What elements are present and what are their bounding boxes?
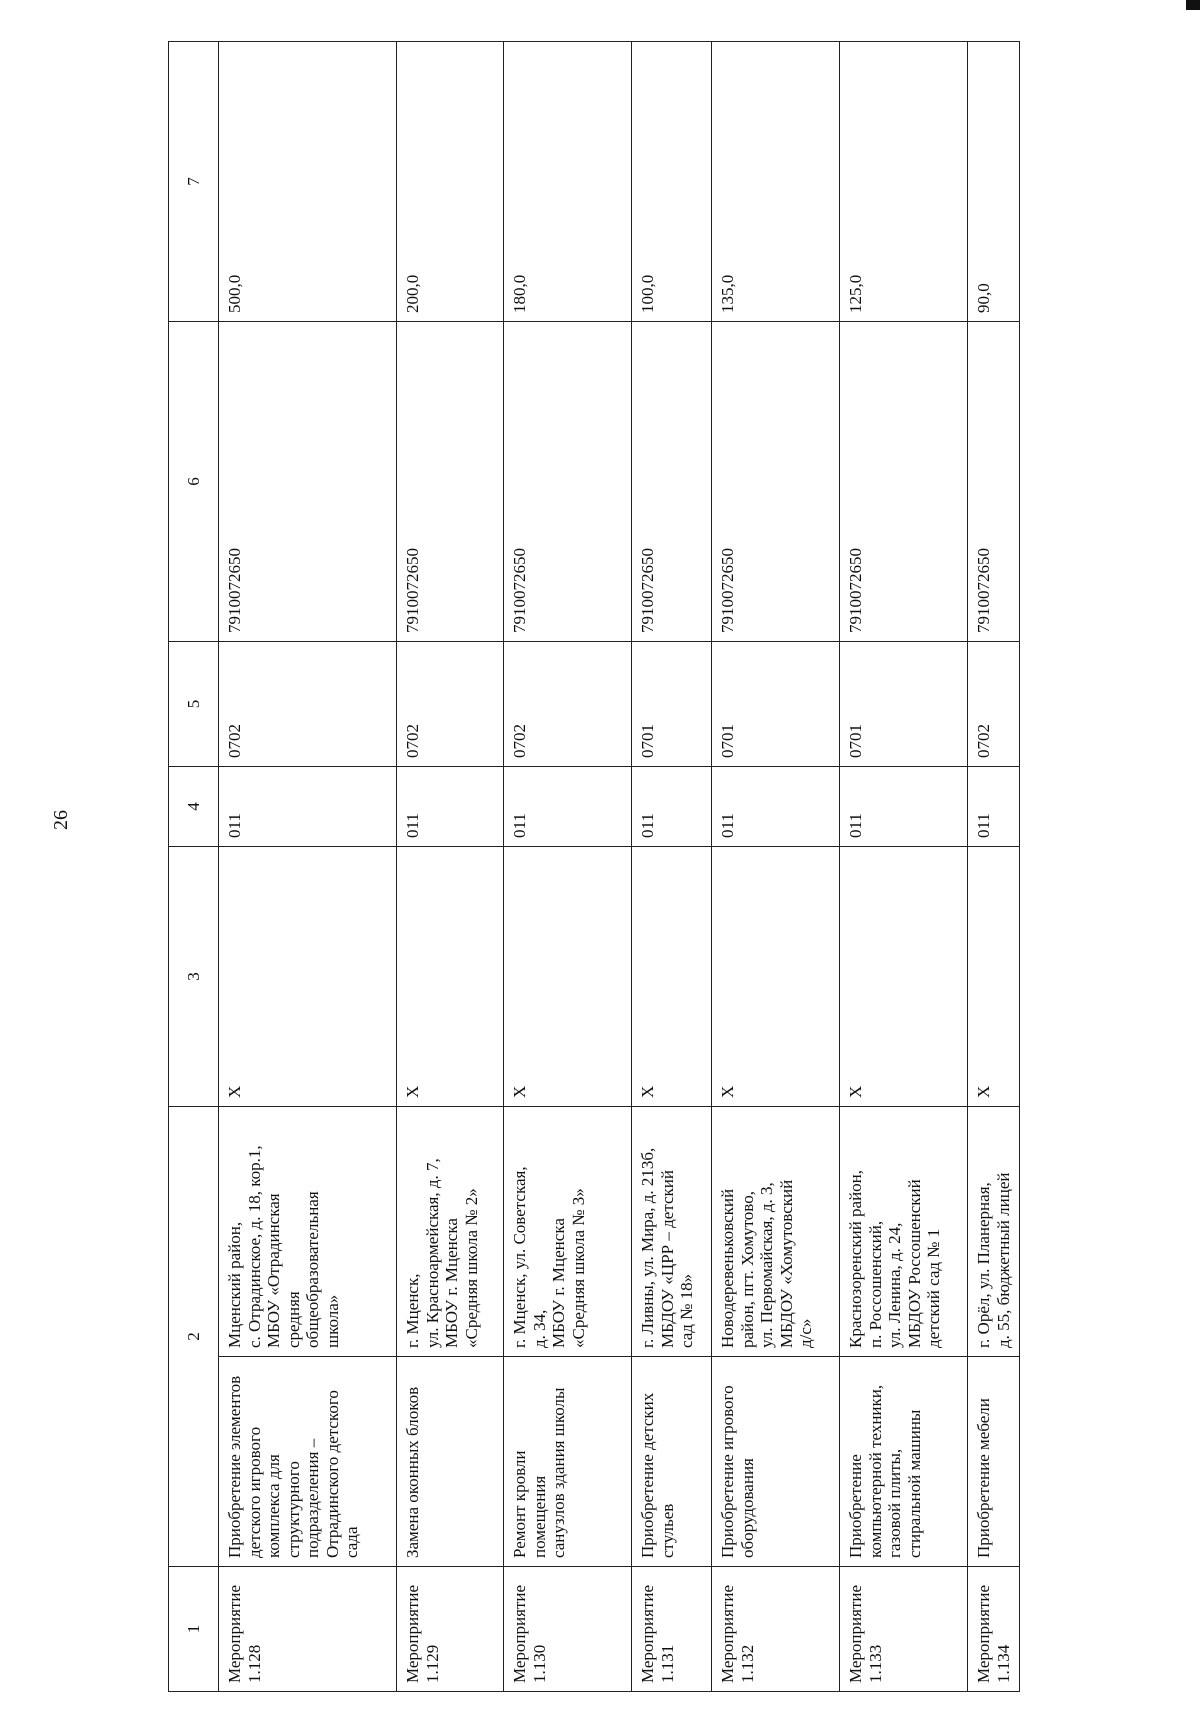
page-number: 26 xyxy=(50,810,72,830)
amount: 100,0 xyxy=(632,42,712,322)
section-code: 0701 xyxy=(712,642,840,767)
amount: 500,0 xyxy=(219,42,397,322)
code-011: 011 xyxy=(840,767,968,847)
table-row xyxy=(840,42,968,1692)
code-011: 011 xyxy=(632,767,712,847)
code-011: 011 xyxy=(504,767,632,847)
amount: 135,0 xyxy=(712,42,840,322)
event-description: Приобретение мебели xyxy=(968,1357,1020,1567)
event-id: Мероприятие 1.128 xyxy=(219,1567,397,1692)
event-description: Приобретение детских стульев xyxy=(632,1357,712,1567)
budget-table xyxy=(168,41,1020,1692)
table-header-row xyxy=(169,42,219,1692)
header-col-2: 2 xyxy=(169,1107,219,1567)
table-row xyxy=(504,42,632,1692)
header-col-4: 4 xyxy=(169,767,219,847)
code-011: 011 xyxy=(219,767,397,847)
event-description: Приобретение компьютерной техники, газовой плиты, стиральной машины xyxy=(840,1357,968,1567)
target-code: 7910072650 xyxy=(632,322,712,642)
event-description: Приобретение игрового оборудования xyxy=(712,1357,840,1567)
x-mark: Х xyxy=(840,847,968,1107)
amount: 125,0 xyxy=(840,42,968,322)
code-011: 011 xyxy=(712,767,840,847)
scan-corner-mark xyxy=(1186,0,1200,10)
event-address: г. Ливны, ул. Мира, д. 213б, МБДОУ «ЦРР – детский сад № 18» xyxy=(632,1107,712,1357)
table-row xyxy=(712,42,840,1692)
target-code: 7910072650 xyxy=(840,322,968,642)
section-code: 0701 xyxy=(840,642,968,767)
event-id: Мероприятие 1.130 xyxy=(504,1567,632,1692)
event-id: Мероприятие 1.132 xyxy=(712,1567,840,1692)
event-address: г. Мценск, ул. Красноармейская, д. 7, МБОУ г. Мценска «Средняя школа № 2» xyxy=(397,1107,504,1357)
target-code: 7910072650 xyxy=(712,322,840,642)
event-id: Мероприятие 1.129 xyxy=(397,1567,504,1692)
event-address: г. Орёл, ул. Планерная, д. 55, бюджетный лицей xyxy=(968,1107,1020,1357)
x-mark: Х xyxy=(504,847,632,1107)
x-mark: Х xyxy=(632,847,712,1107)
table-row xyxy=(219,42,397,1692)
event-address: Краснозоренский район, п. Россошенский, ул. Ленина, д. 24, МБДОУ Россошенский детский сад № 1 xyxy=(840,1107,968,1357)
event-description: Ремонт кровли помещения санузлов здания школы xyxy=(504,1357,632,1567)
header-col-5: 5 xyxy=(169,642,219,767)
header-col-3: 3 xyxy=(169,847,219,1107)
section-code: 0702 xyxy=(968,642,1020,767)
target-code: 7910072650 xyxy=(397,322,504,642)
amount: 90,0 xyxy=(968,42,1020,322)
section-code: 0702 xyxy=(504,642,632,767)
header-col-7: 7 xyxy=(169,42,219,322)
rotated-table-wrapper xyxy=(168,42,1013,1692)
header-col-6: 6 xyxy=(169,322,219,642)
amount: 200,0 xyxy=(397,42,504,322)
x-mark: Х xyxy=(712,847,840,1107)
event-description: Замена оконных блоков xyxy=(397,1357,504,1567)
table-row xyxy=(397,42,504,1692)
x-mark: Х xyxy=(397,847,504,1107)
x-mark: Х xyxy=(219,847,397,1107)
target-code: 7910072650 xyxy=(968,322,1020,642)
target-code: 7910072650 xyxy=(219,322,397,642)
code-011: 011 xyxy=(968,767,1020,847)
table-row xyxy=(968,42,1020,1692)
section-code: 0702 xyxy=(397,642,504,767)
event-description: Приобретение элементов детского игрового комплекса для структурного подразделения – Отрадинского детского сада xyxy=(219,1357,397,1567)
event-address: Мценский район, с. Отрадинское, д. 18, кор.1, МБОУ «Отрадинская средняя общеобразовательная школа» xyxy=(219,1107,397,1357)
table-row xyxy=(632,42,712,1692)
x-mark: Х xyxy=(968,847,1020,1107)
section-code: 0701 xyxy=(632,642,712,767)
target-code: 7910072650 xyxy=(504,322,632,642)
code-011: 011 xyxy=(397,767,504,847)
amount: 180,0 xyxy=(504,42,632,322)
event-id: Мероприятие 1.133 xyxy=(840,1567,968,1692)
event-address: г. Мценск, ул. Советская, д. 34, МБОУ г. Мценска «Средняя школа № 3» xyxy=(504,1107,632,1357)
section-code: 0702 xyxy=(219,642,397,767)
event-id: Мероприятие 1.134 xyxy=(968,1567,1020,1692)
event-address: Новодеревеньковский район, пгт. Хомутово, ул. Первомайская, д. 3, МБДОУ «Хомутовский д/с» xyxy=(712,1107,840,1357)
header-col-1: 1 xyxy=(169,1567,219,1692)
event-id: Мероприятие 1.131 xyxy=(632,1567,712,1692)
